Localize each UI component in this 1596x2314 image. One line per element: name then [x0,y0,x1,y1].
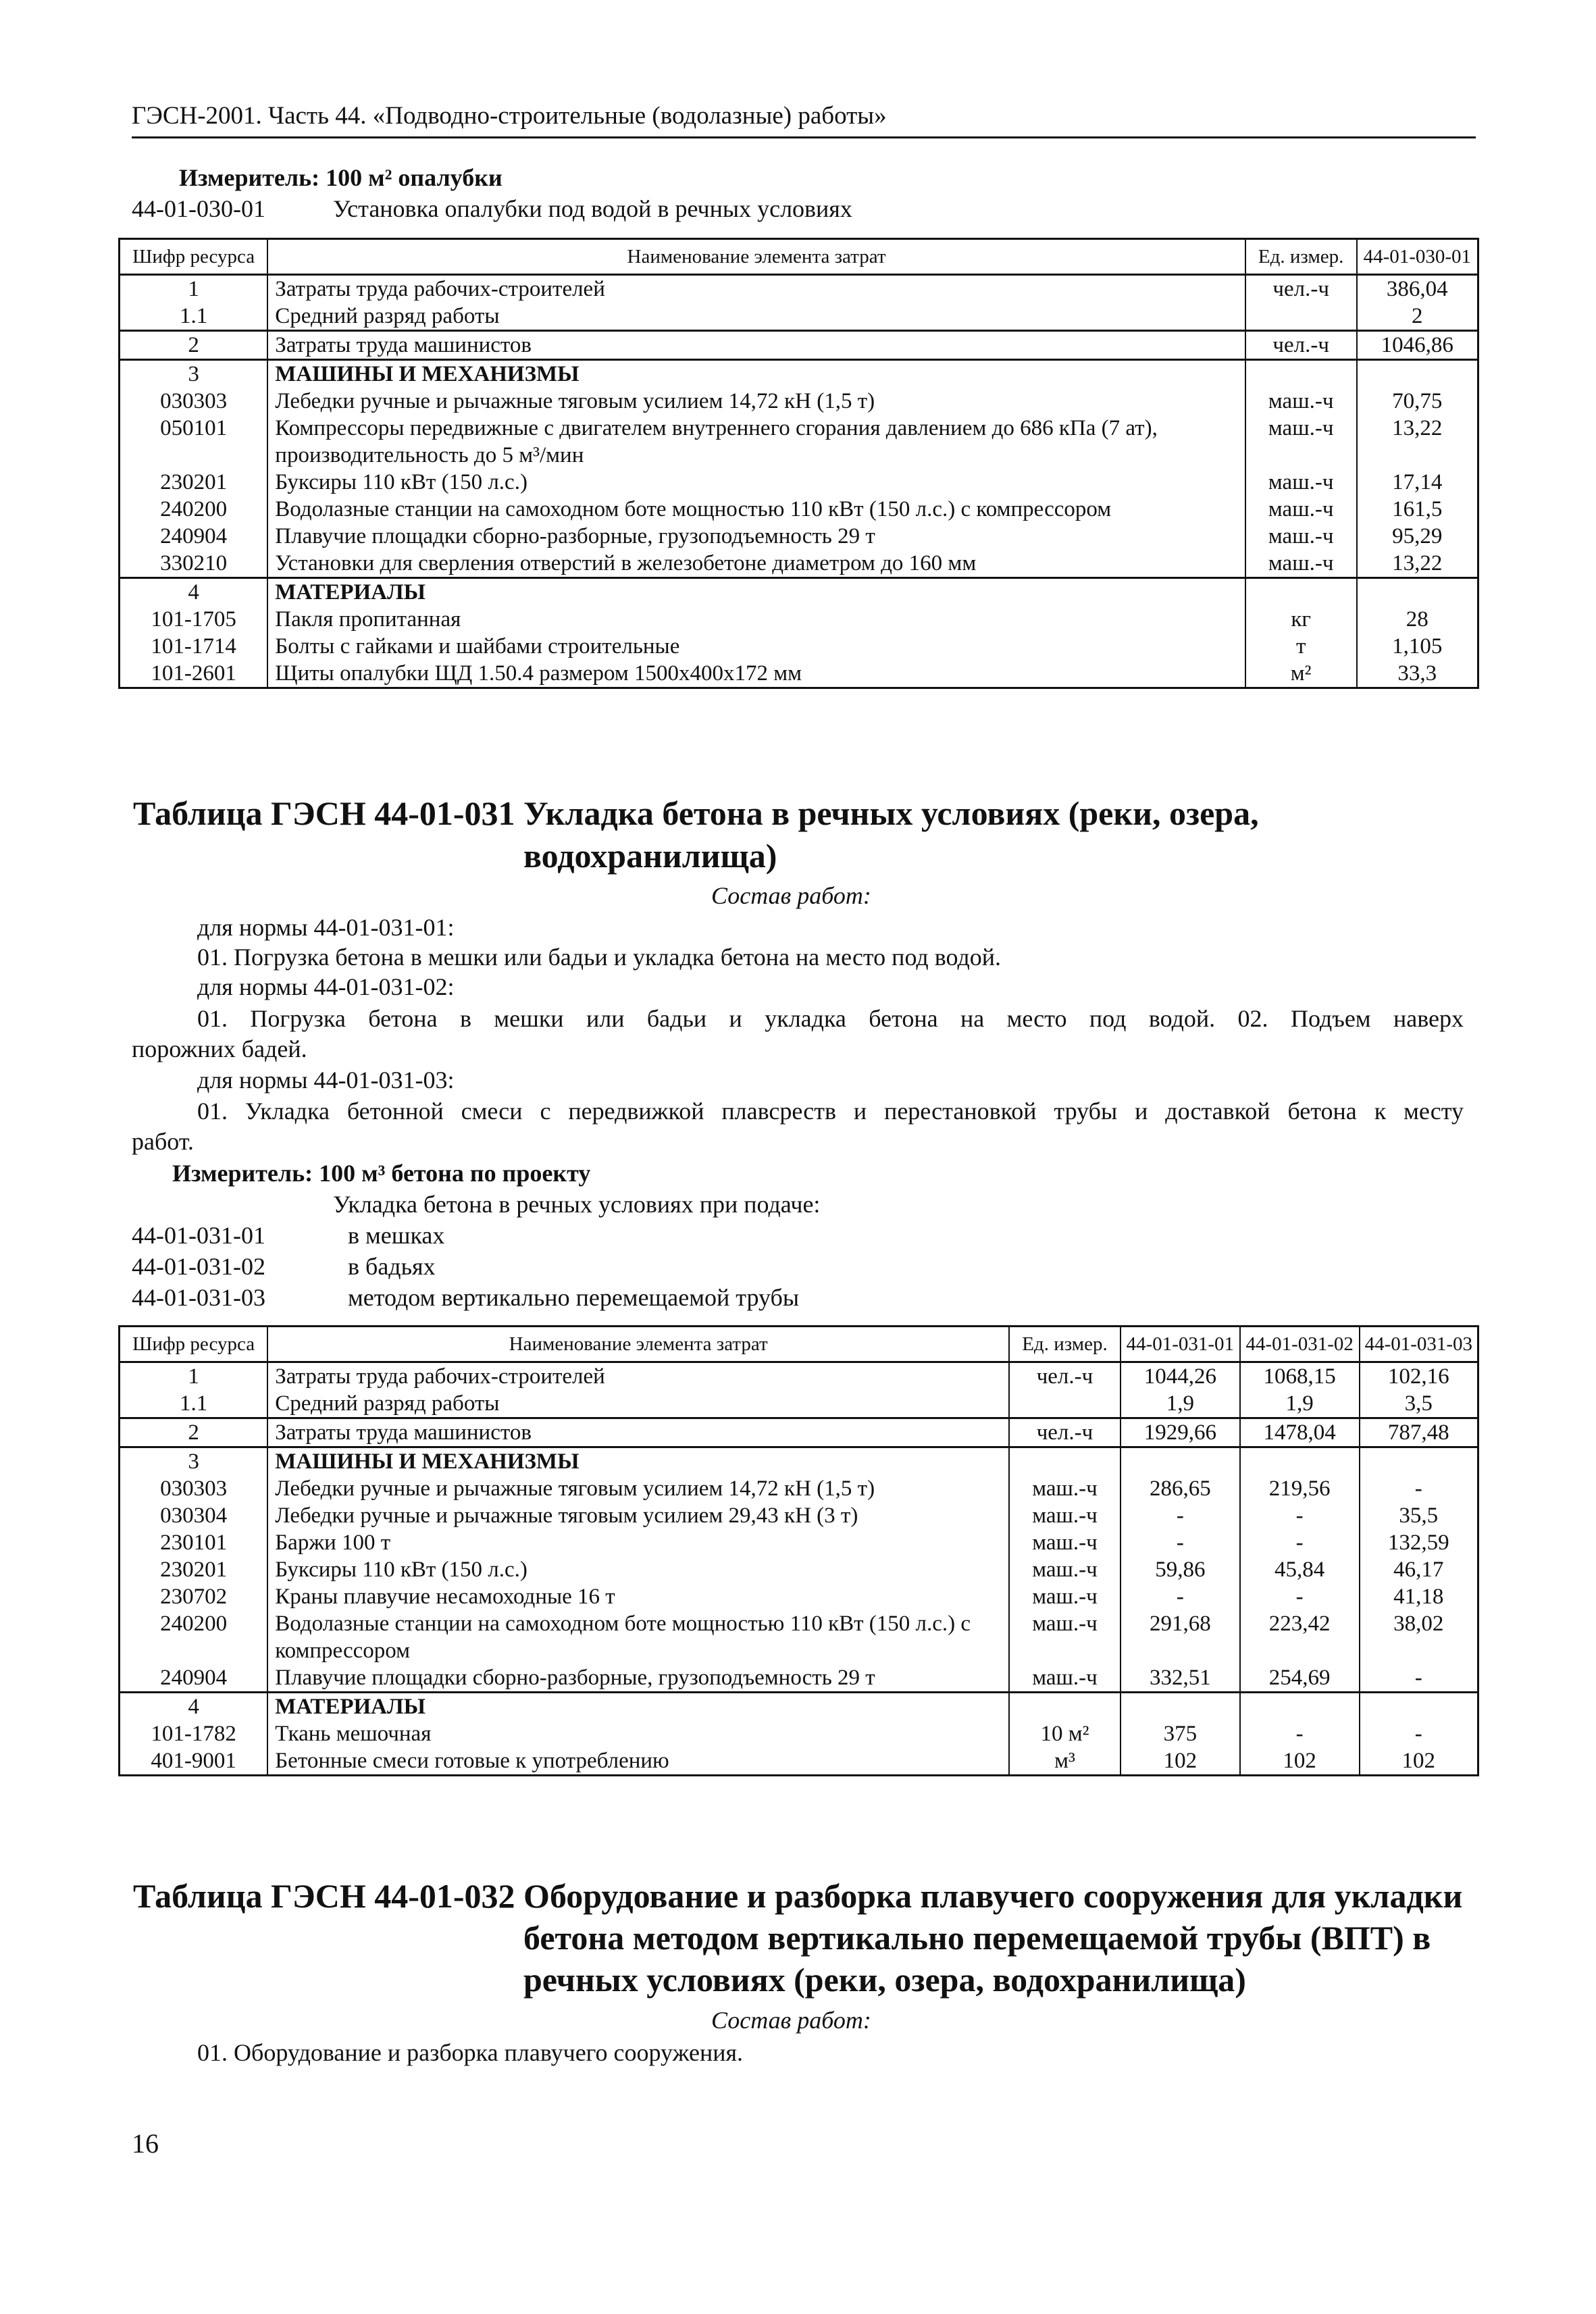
cell-code: 1 [120,1362,268,1391]
cell-code: 230201 [120,469,268,496]
cell-value-1: 13,22 [1357,550,1478,578]
cell-value-1: 59,86 [1121,1556,1240,1583]
table-row [120,606,1478,633]
cell-code: 101-1782 [120,1720,268,1747]
table-row [120,1529,1478,1556]
table-row [120,578,1478,607]
cell-name: Установки для сверления отверстий в железобетоне диаметром до 160 мм [267,550,1245,578]
cell-value-1: 28 [1357,606,1478,633]
cell-name: Лебедки ручные и рычажные тяговым усилием 14,72 кН (1,5 т) [267,388,1245,415]
cell-unit: т [1245,633,1357,660]
cell-value-1: - [1121,1583,1240,1610]
norm-desc-031-02: в бадьях [348,1253,436,1280]
section-title-031-line2: водохранилища) [523,837,777,875]
cell-unit [1009,1447,1121,1476]
table-row [120,550,1478,578]
table-row [120,1475,1478,1502]
header-name: Наименование элемента затрат [267,239,1245,275]
cell-code: 230201 [120,1556,268,1583]
norm-subtitle: Укладка бетона в речных условиях при подаче: [333,1191,821,1218]
work-composition-label: Состав работ: [711,882,871,909]
cell-value-1: 1,9 [1121,1390,1240,1418]
page-number: 16 [132,2128,159,2159]
cell-name: МАШИНЫ И МЕХАНИЗМЫ [267,360,1245,388]
cell-value-1: 17,14 [1357,469,1478,496]
work-item-3-line1: 01. Укладка бетонной смеси с передвижкой плавсреств и перестановкой трубы и доставкой бетона к месту [197,1098,1464,1125]
cell-unit [1009,1693,1121,1721]
cell-unit [1245,303,1357,331]
cell-value-1 [1121,1693,1240,1721]
for-norm-1: для нормы 44-01-031-01: [197,914,455,941]
header-name: Наименование элемента затрат [267,1327,1009,1362]
table-row [120,1390,1478,1418]
cell-value-1: 1,105 [1357,633,1478,660]
table-row [120,360,1478,388]
cell-value-3: 38,02 [1360,1610,1478,1664]
table-row [120,1664,1478,1693]
cell-name: Болты с гайками и шайбами строительные [267,633,1245,660]
for-norm-2: для нормы 44-01-031-02: [197,973,455,1000]
cell-value-1: 1044,26 [1121,1362,1240,1391]
table-header-row [120,1327,1478,1362]
cell-code: 240904 [120,1664,268,1693]
cell-unit: маш.-ч [1009,1610,1121,1664]
cell-code: 230702 [120,1583,268,1610]
running-header: ГЭСН-2001. Часть 44. «Подводно-строительные (водолазные) работы» [132,102,887,130]
cell-name: Буксиры 110 кВт (150 л.с.) [267,1556,1009,1583]
table-row [120,1362,1478,1391]
cell-value-1: 1046,86 [1357,331,1478,360]
cell-code: 1.1 [120,303,268,331]
cell-unit: маш.-ч [1009,1583,1121,1610]
cell-value-3: - [1360,1720,1478,1747]
table-row [120,1693,1478,1721]
header-norm-value-1: 44-01-031-01 [1121,1327,1240,1362]
cell-unit: м² [1245,660,1357,688]
section-title-032-line3: речных условиях (реки, озера, водохранилища) [523,1961,1246,1999]
table-row [120,496,1478,523]
cell-value-2: 254,69 [1240,1664,1360,1693]
table-row [120,1502,1478,1529]
cell-unit: чел.-ч [1245,331,1357,360]
cell-value-2 [1240,1447,1360,1476]
cell-value-2: 1,9 [1240,1390,1360,1418]
norm-code-1: 44-01-030-01 [132,195,265,222]
cell-name: Лебедки ручные и рычажные тяговым усилием 29,43 кН (3 т) [267,1502,1009,1529]
cell-name: Баржи 100 т [267,1529,1009,1556]
cell-name: Затраты труда рабочих-строителей [267,1362,1009,1391]
table-header-row [120,239,1478,275]
work-item-2-line1: 01. Погрузка бетона в мешки или бадьи и укладка бетона на место под водой. 02. Подъем наверх [197,1005,1464,1032]
cell-unit: маш.-ч [1245,523,1357,550]
cell-value-3: - [1360,1664,1478,1693]
cell-code: 101-1714 [120,633,268,660]
cell-code: 4 [120,1693,268,1721]
cell-name: МАШИНЫ И МЕХАНИЗМЫ [267,1447,1009,1476]
cell-value-3 [1360,1447,1478,1476]
cell-value-3: 46,17 [1360,1556,1478,1583]
norm-desc-031-01: в мешках [348,1222,445,1249]
cell-value-2 [1240,1693,1360,1721]
cell-code: 2 [120,1418,268,1447]
cell-code: 330210 [120,550,268,578]
norm-title-1: Установка опалубки под водой в речных условиях [333,195,852,222]
cell-unit: маш.-ч [1009,1529,1121,1556]
table-row [120,331,1478,360]
cell-value-2: - [1240,1720,1360,1747]
table-row [120,1610,1478,1664]
cell-name: Ткань мешочная [267,1720,1009,1747]
norm-code-031-02: 44-01-031-02 [132,1253,265,1280]
cell-code: 4 [120,578,268,607]
cell-value-3: 41,18 [1360,1583,1478,1610]
cell-value-1: 95,29 [1357,523,1478,550]
cell-unit: маш.-ч [1245,415,1357,469]
cell-name: МАТЕРИАЛЫ [267,578,1245,607]
cell-value-1: 33,3 [1357,660,1478,688]
cell-unit: чел.-ч [1009,1418,1121,1447]
cell-code: 3 [120,1447,268,1476]
cell-code: 3 [120,360,268,388]
cell-unit: 10 м² [1009,1720,1121,1747]
table-row [120,633,1478,660]
cell-value-2: 223,42 [1240,1610,1360,1664]
cell-code: 030304 [120,1502,268,1529]
cell-value-3 [1360,1693,1478,1721]
cell-value-3: 35,5 [1360,1502,1478,1529]
header-norm-value-3: 44-01-031-03 [1360,1327,1478,1362]
cell-value-2: 1478,04 [1240,1418,1360,1447]
cell-unit: маш.-ч [1009,1664,1121,1693]
cell-unit: чел.-ч [1245,275,1357,303]
cell-code: 101-2601 [120,660,268,688]
resource-table-2 [118,1325,1479,1776]
work-composition-label-2: Состав работ: [711,2007,871,2034]
table-row [120,1747,1478,1776]
cell-value-1: 2 [1357,303,1478,331]
cell-unit: маш.-ч [1245,496,1357,523]
cell-unit: маш.-ч [1245,388,1357,415]
cell-code: 101-1705 [120,606,268,633]
table-row [120,388,1478,415]
table-body [120,1362,1478,1776]
cell-value-3: 787,48 [1360,1418,1478,1447]
cell-value-1: 102 [1121,1747,1240,1776]
cell-name: МАТЕРИАЛЫ [267,1693,1009,1721]
cell-value-2: 1068,15 [1240,1362,1360,1391]
table-row [120,1583,1478,1610]
cell-value-3: 132,59 [1360,1529,1478,1556]
work-item-2-line2: порожних бадей. [132,1035,307,1062]
cell-unit [1009,1390,1121,1418]
cell-value-2: - [1240,1502,1360,1529]
cell-value-3: 102 [1360,1747,1478,1776]
norm-code-031-03: 44-01-031-03 [132,1284,265,1311]
cell-name: Средний разряд работы [267,303,1245,331]
header-unit: Ед. измер. [1245,239,1357,275]
cell-name: Плавучие площадки сборно-разборные, грузоподъемность 29 т [267,1664,1009,1693]
table-row [120,275,1478,303]
cell-value-1 [1357,578,1478,607]
cell-value-3: - [1360,1475,1478,1502]
cell-value-3: 102,16 [1360,1362,1478,1391]
table-row [120,1418,1478,1447]
cell-unit: чел.-ч [1009,1362,1121,1391]
cell-value-1: 286,65 [1121,1475,1240,1502]
cell-code: 240904 [120,523,268,550]
cell-name: Плавучие площадки сборно-разборные, грузоподъемность 29 т [267,523,1245,550]
cell-name: Затраты труда машинистов [267,1418,1009,1447]
cell-value-2: 102 [1240,1747,1360,1776]
work-item-3-line2: работ. [132,1128,194,1155]
cell-name: Буксиры 110 кВт (150 л.с.) [267,469,1245,496]
table-row [120,660,1478,688]
cell-value-1: - [1121,1502,1240,1529]
table-row [120,523,1478,550]
cell-code: 240200 [120,1610,268,1664]
cell-value-2: 219,56 [1240,1475,1360,1502]
table-row [120,1447,1478,1476]
cell-name: Краны плавучие несамоходные 16 т [267,1583,1009,1610]
cell-value-1: 13,22 [1357,415,1478,469]
cell-name: Пакля пропитанная [267,606,1245,633]
cell-code: 050101 [120,415,268,469]
header-code: Шифр ресурса [120,1327,268,1362]
table-body [120,275,1478,688]
cell-value-3: 3,5 [1360,1390,1478,1418]
cell-unit: маш.-ч [1009,1475,1121,1502]
cell-value-1: 161,5 [1357,496,1478,523]
cell-value-1 [1121,1447,1240,1476]
cell-unit [1245,578,1357,607]
table-row [120,1556,1478,1583]
cell-name: Водолазные станции на самоходном боте мощностью 110 кВт (150 л.с.) с компрессором [267,1610,1009,1664]
cell-code: 1.1 [120,1390,268,1418]
norm-desc-031-03: методом вертикально перемещаемой трубы [348,1284,800,1311]
header-rule [132,136,1476,138]
cell-value-1: - [1121,1529,1240,1556]
cell-unit: м³ [1009,1747,1121,1776]
cell-value-2: - [1240,1529,1360,1556]
cell-unit: маш.-ч [1009,1502,1121,1529]
cell-value-1 [1357,360,1478,388]
cell-value-2: 45,84 [1240,1556,1360,1583]
cell-unit: маш.-ч [1245,550,1357,578]
cell-code: 030303 [120,1475,268,1502]
table-row [120,303,1478,331]
cell-code: 1 [120,275,268,303]
resource-table-1 [118,238,1479,689]
cell-value-1: 375 [1121,1720,1240,1747]
header-unit: Ед. измер. [1009,1327,1121,1362]
cell-code: 2 [120,331,268,360]
cell-name: Затраты труда рабочих-строителей [267,275,1245,303]
cell-value-1: 70,75 [1357,388,1478,415]
section-title-031-line1: Таблица ГЭСН 44-01-031 Укладка бетона в речных условиях (реки, озера, [133,794,1259,832]
section-title-032-line2: бетона методом вертикально перемещаемой трубы (ВПТ) в [523,1919,1431,1957]
cell-value-1: 1929,66 [1121,1418,1240,1447]
cell-unit: маш.-ч [1245,469,1357,496]
cell-value-1: 386,04 [1357,275,1478,303]
for-norm-3: для нормы 44-01-031-03: [197,1066,455,1094]
work-item-032-1: 01. Оборудование и разборка плавучего сооружения. [197,2039,744,2066]
cell-value-1: 291,68 [1121,1610,1240,1664]
cell-code: 230101 [120,1529,268,1556]
work-item-1: 01. Погрузка бетона в мешки или бадьи и укладка бетона на место под водой. [197,944,1002,971]
header-code: Шифр ресурса [120,239,268,275]
table-row [120,469,1478,496]
table-row [120,415,1478,469]
norm-code-031-01: 44-01-031-01 [132,1222,265,1249]
table-row [120,1720,1478,1747]
header-norm-value-2: 44-01-031-02 [1240,1327,1360,1362]
cell-value-2: - [1240,1583,1360,1610]
cell-name: Бетонные смеси готовые к употреблению [267,1747,1009,1776]
cell-name: Лебедки ручные и рычажные тяговым усилием 14,72 кН (1,5 т) [267,1475,1009,1502]
header-norm-value: 44-01-030-01 [1357,239,1478,275]
cell-unit: кг [1245,606,1357,633]
cell-name: Водолазные станции на самоходном боте мощностью 110 кВт (150 л.с.) с компрессором [267,496,1245,523]
cell-code: 401-9001 [120,1747,268,1776]
cell-code: 030303 [120,388,268,415]
cell-name: Средний разряд работы [267,1390,1009,1418]
cell-code: 240200 [120,496,268,523]
cell-value-1: 332,51 [1121,1664,1240,1693]
cell-unit: маш.-ч [1009,1556,1121,1583]
cell-name: Затраты труда машинистов [267,331,1245,360]
measure-1: Измеритель: 100 м² опалубки [179,164,503,191]
cell-name: Щиты опалубки ЩД 1.50.4 размером 1500х400х172 мм [267,660,1245,688]
section-title-032-line1: Таблица ГЭСН 44-01-032 Оборудование и разборка плавучего сооружения для укладки [133,1877,1463,1915]
measure-2: Измеритель: 100 м³ бетона по проекту [172,1160,591,1187]
cell-name: Компрессоры передвижные с двигателем внутреннего сгорания давлением до 686 кПа (7 ат), производительность до 5 м³/мин [267,415,1245,469]
cell-unit [1245,360,1357,388]
